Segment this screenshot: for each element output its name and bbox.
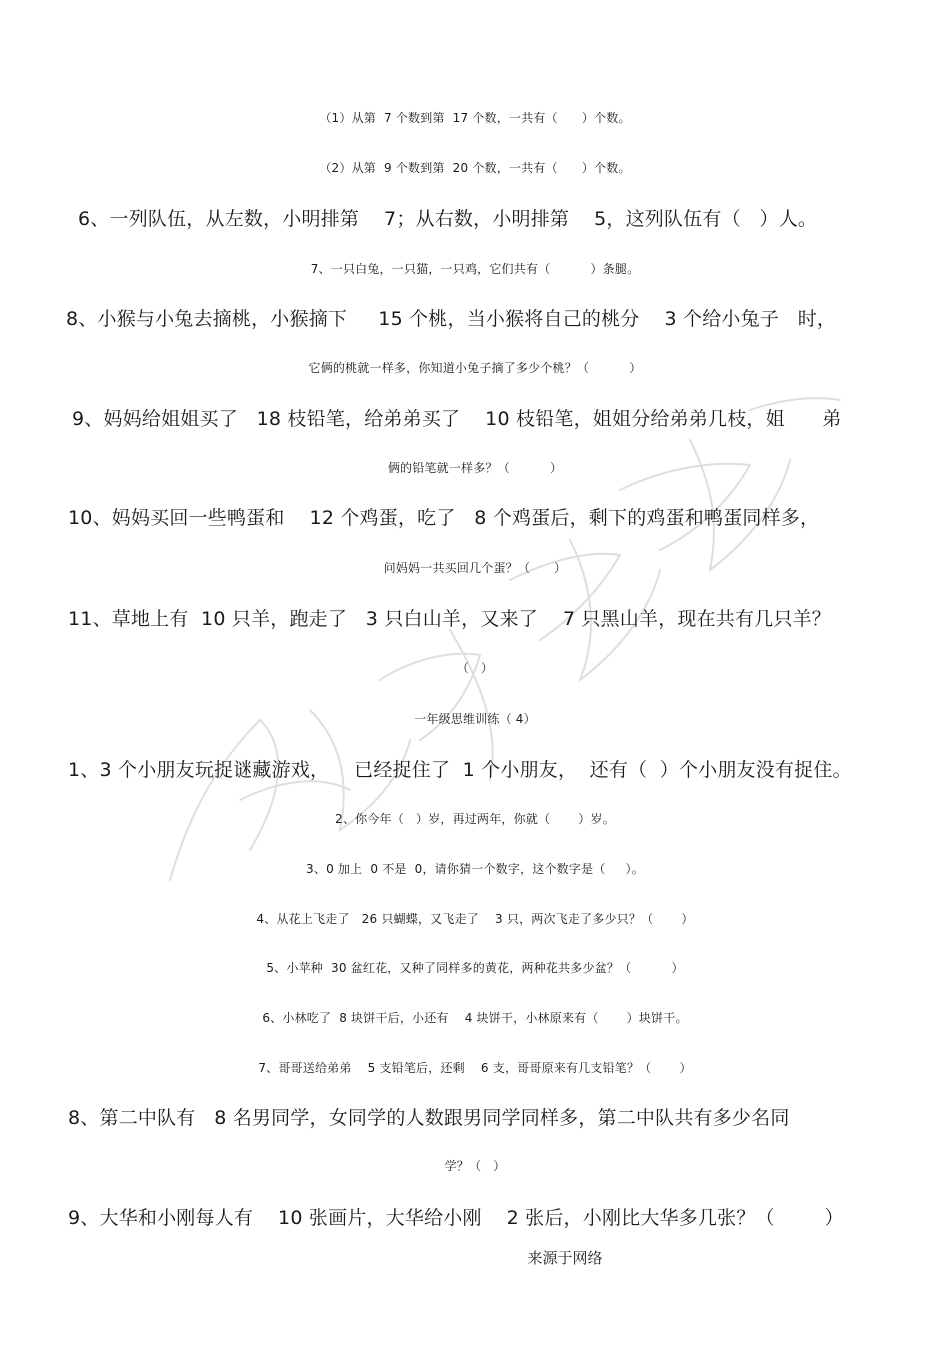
text-line-15: 2、你今年（ ）岁，再过两年，你就（ ）岁。 (335, 812, 615, 826)
text-line-18: 5、小苹种 30 盆红花，又种了同样多的黄花，两种花共多少盆？（ ） (266, 961, 684, 975)
text-line-3: 6、一列队伍，从左数，小明排第 7；从右数，小明排第 5，这列队伍有（ ）人。 (78, 208, 818, 230)
text-line-20: 7、哥哥送给弟弟 5 支铅笔后，还剩 6 支，哥哥原来有几支铅笔？（ ） (258, 1061, 692, 1075)
text-line-12: （ ） (456, 661, 494, 675)
text-line-6: 它俩的桃就一样多，你知道小兔子摘了多少个桃？（ ） (308, 361, 642, 375)
text-line-19: 6、小林吃了 8 块饼干后，小还有 4 块饼干，小林原来有（ ）块饼干。 (262, 1011, 688, 1025)
text-line-11: 11、草地上有 10 只羊，跑走了 3 只白山羊，又来了 7 只黑山羊，现在共有几只羊？ (68, 608, 832, 630)
text-line-5: 8、小猴与小兔去摘桃，小猴摘下 15 个桃，当小猴将自己的桃分 3 个给小兔子 时， (66, 308, 837, 330)
text-line-17: 4、从花上飞走了 26 只蝴蝶，又飞走了 3 只，两次飞走了多少只？（ ） (256, 912, 694, 926)
text-line-9: 10、妈妈买回一些鸭蛋和 12 个鸡蛋，吃了 8 个鸡蛋后，剩下的鸡蛋和鸭蛋同样多， (68, 507, 820, 529)
text-line-14: 1、3 个小朋友玩捉谜藏游戏， 已经捉住了 1 个小朋友， 还有（ ）个小朋友没有捉住。 (68, 759, 852, 781)
text-line-22: 学？（ ） (444, 1159, 506, 1173)
text-line-10: 问妈妈一共买回几个蛋？（ ） (383, 561, 567, 575)
text-line-7: 9、妈妈给姐姐买了 18 枝铅笔，给弟弟买了 10 枝铅笔，姐姐分给弟弟几枝，姐 弟 (72, 408, 842, 430)
text-line-8: 俩的铅笔就一样多？（ ） (387, 461, 563, 475)
text-line-23: 9、大华和小刚每人有 10 张画片，大华给小刚 2 张后，小刚比大华多几张？（ ） (68, 1207, 844, 1229)
text-line-16: 3、0 加上 0 不是 0，请你猜一个数字，这个数字是（ ）。 (306, 862, 644, 876)
text-line-21: 8、第二中队有 8 名男同学，女同学的人数跟男同学同样多，第二中队共有多少名同 (68, 1107, 790, 1129)
text-line-2: （2）从第 9 个数到第 20 个数，一共有（ ）个数。 (319, 161, 631, 175)
section-title: 一年级思维训练（ 4） (414, 712, 536, 726)
text-line-1: （1）从第 7 个数到第 17 个数，一共有（ ）个数。 (319, 111, 631, 125)
text-line-4: 7、一只白兔，一只猫，一只鸡，它们共有（ ）条腿。 (310, 262, 640, 276)
footer-source: 来源于网络 (527, 1249, 603, 1267)
